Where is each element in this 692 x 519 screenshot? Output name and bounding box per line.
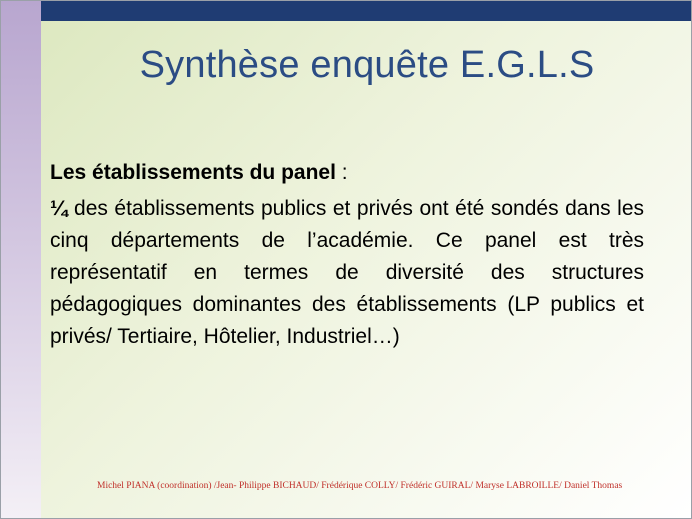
body-paragraph <box>50 193 644 353</box>
authors-footer: Michel PIANA (coordination) /Jean- Philippe BICHAUD/ Frédérique COLLY/ Frédéric GUIRAL/ Maryse LABROILLE/ Daniel Thomas <box>97 481 623 491</box>
slide-content <box>50 157 644 353</box>
fraction-quarter: ¼ <box>50 197 68 220</box>
top-accent-bar <box>41 1 692 21</box>
section-heading-colon: : <box>335 161 348 184</box>
section-heading <box>50 157 644 189</box>
section-heading-text: Les établissements du panel <box>50 161 336 184</box>
body-paragraph-text: des établissements publics et privés ont été sondés dans les cinq départements de l’académie. Ce panel est très représentatif en termes de diversité des structures pédagogiques dominantes des établissements (LP publics et privés/ Tertiaire, Hôtelier, Industriel…) <box>50 197 644 348</box>
left-decorative-stripe <box>1 1 41 519</box>
slide-title: Synthèse enquête E.G.L.S <box>139 44 595 86</box>
